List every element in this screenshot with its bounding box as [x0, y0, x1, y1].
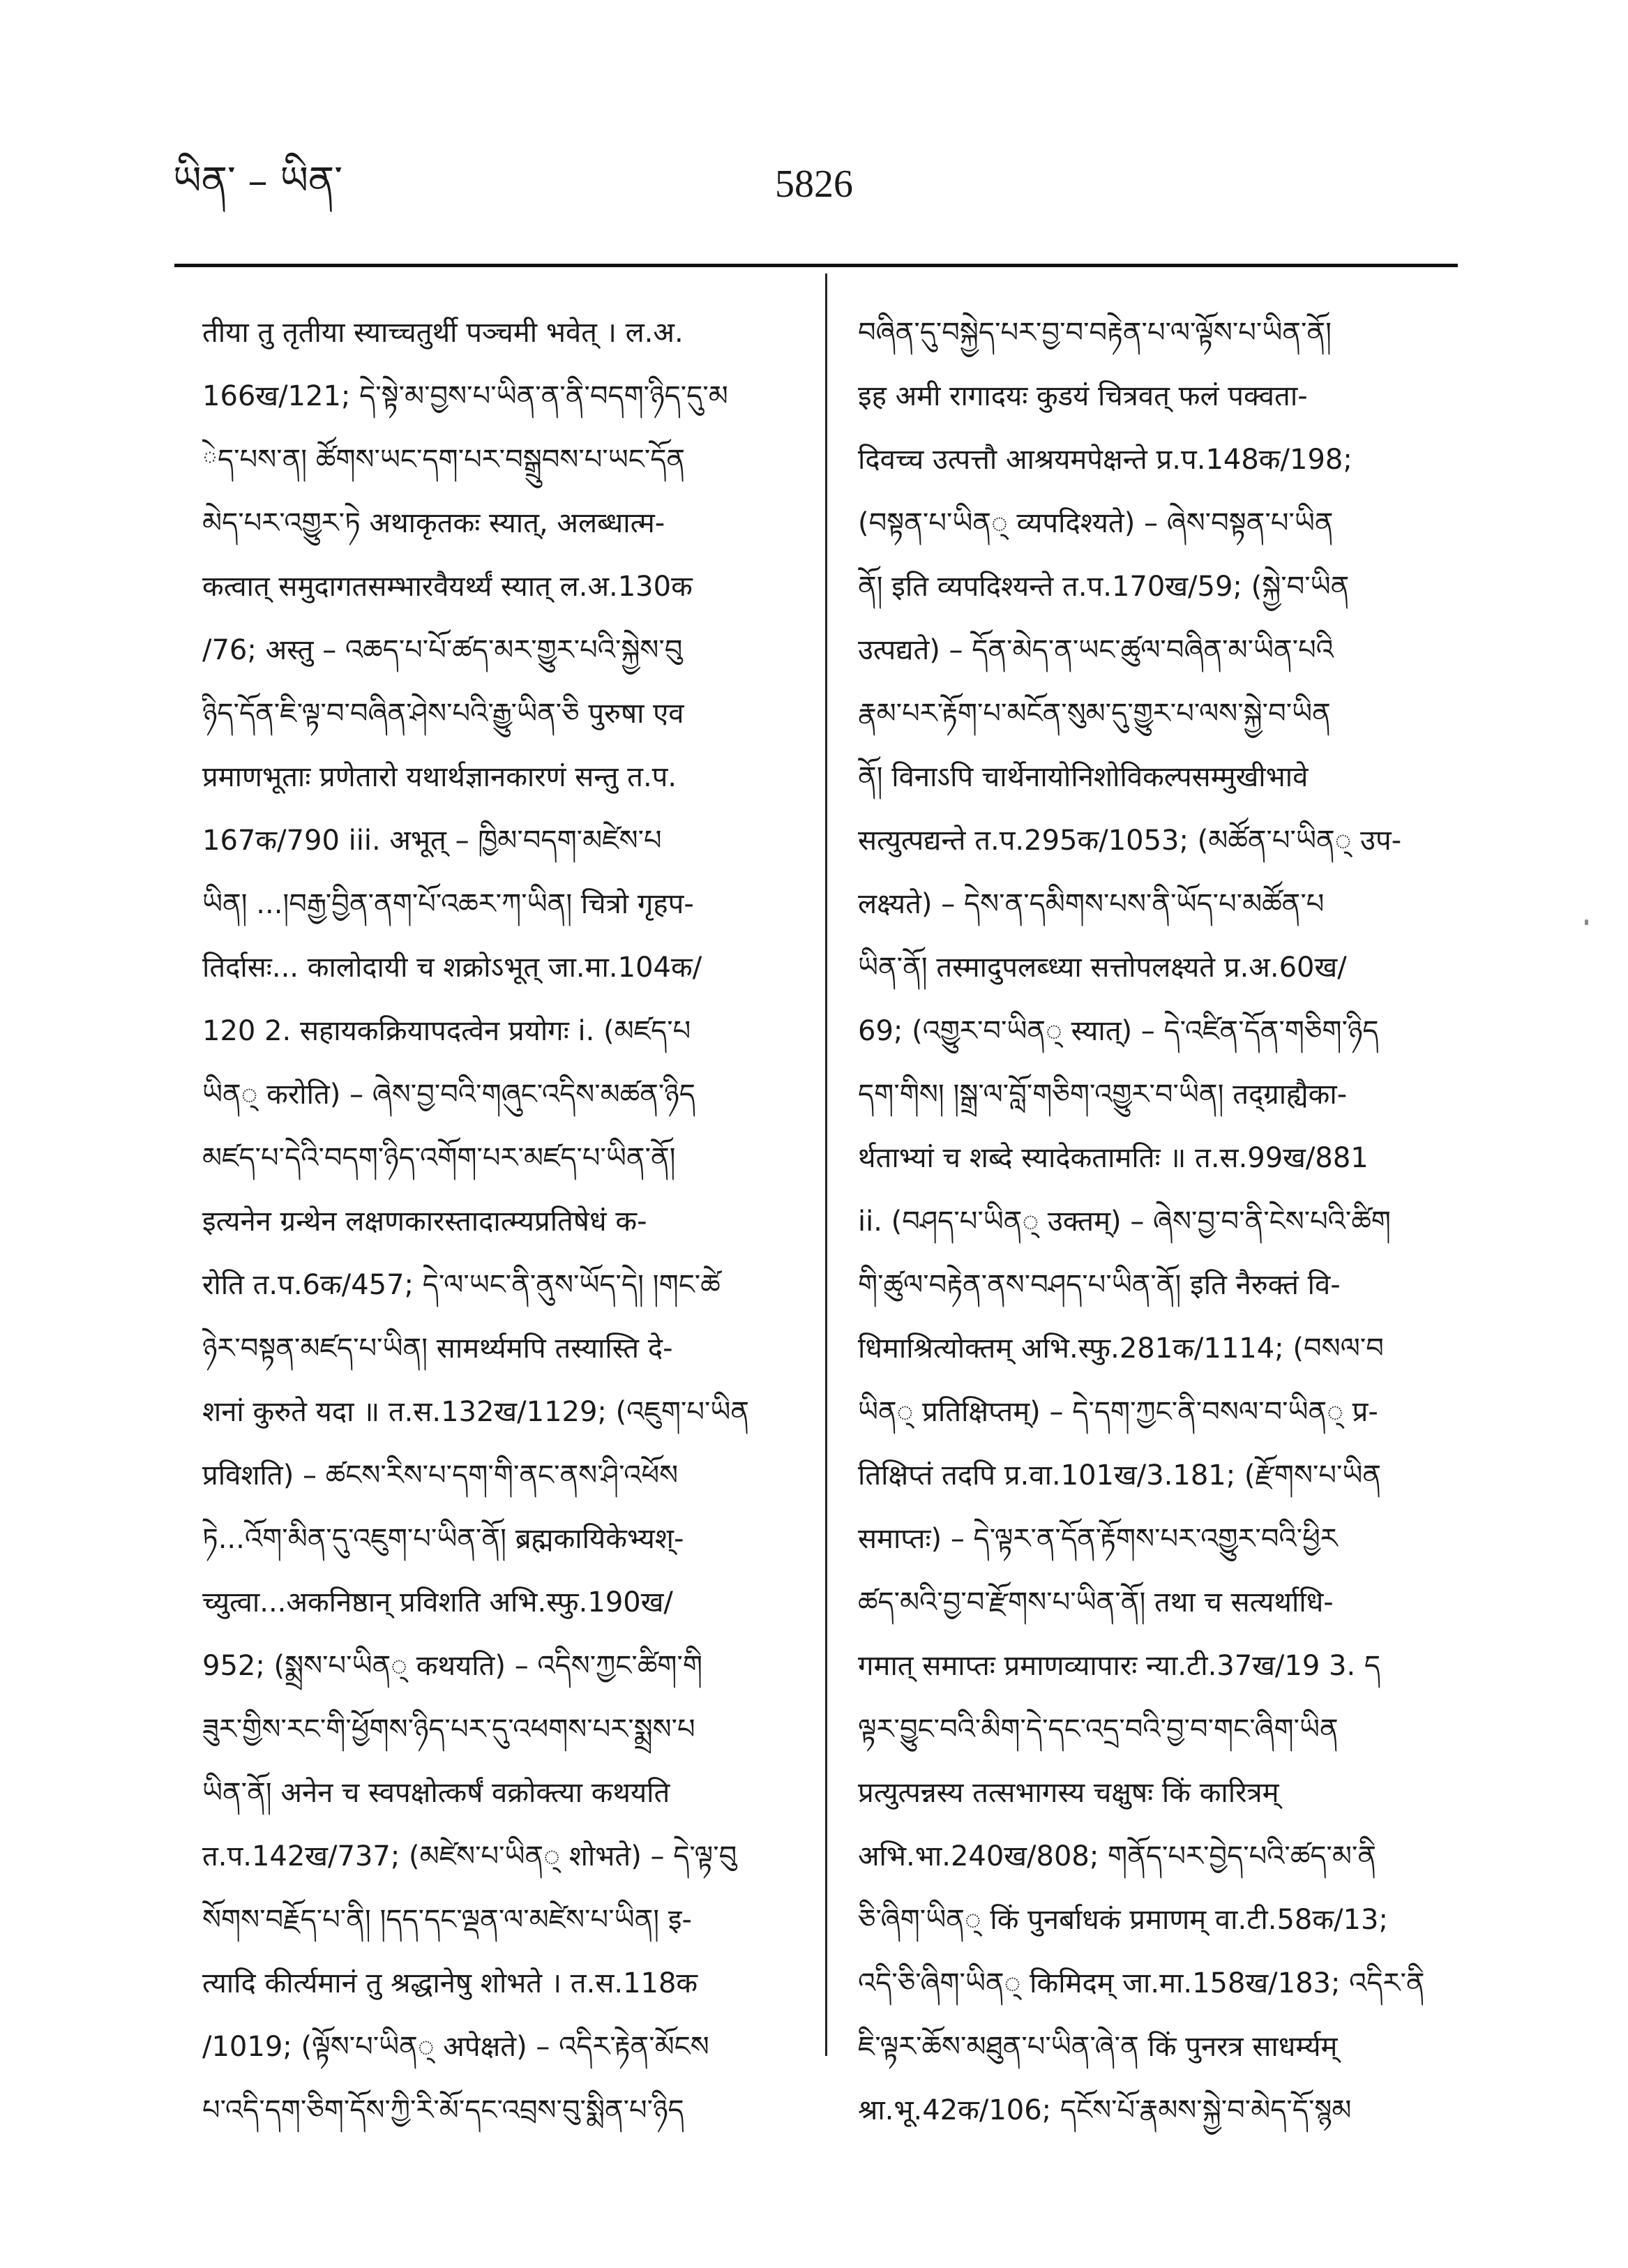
- text-line: མཛད་པ་དེའི་བདག་ཉིད་འགོག་པར་མཛད་པ་ཡིན་ནོ།: [202, 1142, 676, 1174]
- text-line: लक्ष्यते) – དེས་ན་དམིགས་པས་ནི་ཡོད་པ་མཚོན་པ: [858, 888, 1325, 920]
- text-line: ཡིན། ...།བརྒྱ་བྱིན་ནག་པོ་འཆར་ཀ་ཡིན། चित्रो गृहप-: [202, 888, 694, 920]
- text-line: ii. (བཤད་པ་ཡིན् उक्तम्) – ཞེས་བྱ་བ་ནི་ངེས་པའི་ཚིག: [858, 1206, 1391, 1238]
- text-line: 166ख/121; དེ་སྟེ་མ་བྱས་པ་ཡིན་ན་ནི་བདག་ཉིད་དུ་མ: [202, 380, 728, 412]
- text-line: ཟུར་གྱིས་རང་གི་ཕྱོགས་ཉིད་པར་དུ་འཕགས་པར་སྨྲས་པ: [202, 1713, 695, 1745]
- text-line: ལྟར་བྱུང་བའི་མིག་དེ་དང་འདྲ་བའི་བྱ་བ་གང་ཞིག་ཡིན: [858, 1713, 1339, 1745]
- text-line: उत्पद्यते) – དོན་མེད་ན་ཡང་ཚུལ་བཞིན་མ་ཡིན་པའི: [858, 634, 1334, 666]
- text-line: མེད་པར་འགྱུར་ཏེ अथाकृतकः स्यात्, अलब्धात्म-: [202, 507, 665, 539]
- text-line: दिवच्च उत्पत्तौ आश्रयमपेक्षन्ते प्र.प.148क/198;: [858, 444, 1352, 476]
- text-line: ེད་པས་ན། ཚོགས་ཡང་དག་པར་བསྒྲུབས་པ་ཡང་དོན: [202, 444, 686, 476]
- text-line: तिक्षिप्तं तदपि प्र.वा.101ख/3.181; (རྫོགས་པ་ཡིན: [858, 1459, 1382, 1492]
- text-line: समाप्तः) – དེ་ལྟར་ན་དོན་རྟོགས་པར་འགྱུར་བའི་ཕྱིར: [858, 1523, 1338, 1555]
- text-line: त.प.142ख/737; (མཛེས་པ་ཡིན् शोभते) – དེ་ལྟ་བུ: [202, 1840, 737, 1872]
- text-line: 120 2. सहायकक्रियापदत्वेन प्रयोगः i. (མཛད་པ: [202, 1015, 691, 1047]
- text-line: च्युत्वा...अकनिष्ठान् प्रविशति अभि.स्फु.190ख/: [202, 1586, 673, 1619]
- text-line: ཡིན་ནོ། तस्मादुपलब्ध्या सत्तोपलक्ष्यते प्र.अ.60ख/: [858, 952, 1347, 984]
- text-line: कत्वात् समुदागतसम्भारवैयर्थ्यं स्यात् ल.अ.130क: [202, 571, 693, 603]
- text-line: (བསྟན་པ་ཡིན् व्यपदिश्यते) – ཞེས་བསྟན་པ་ཡིན: [858, 507, 1334, 539]
- text-line: त्यादि कीर्त्यमानं तु श्रद्धानेषु शोभते । त.स.118क: [202, 1967, 698, 1999]
- text-line: अभि.भा.240ख/808; གནོད་པར་བྱེད་པའི་ཚད་མ་ནི: [858, 1840, 1377, 1872]
- text-line: तिर्दासः... कालोदायी च शक्रोऽभूत् जा.मा.104क/: [202, 952, 702, 984]
- text-line: གི་ཚུལ་བརྟེན་ནས་བཤད་པ་ཡིན་ནོ། इति नैरुक्तं वि-: [858, 1269, 1341, 1301]
- page-number: 5826: [775, 163, 853, 206]
- text-line: ཏེ...འོག་མིན་དུ་འཇུག་པ་ཡིན་ནོ། ब्रह्मकायिकेभ्यश्-: [202, 1523, 684, 1555]
- text-line: བཞིན་དུ་བསྐྱེད་པར་བྱ་བ་བརྟེན་པ་ལ་ལྟོས་པ་ཡིན་ནོ།: [858, 317, 1332, 349]
- text-line: ཡིན་ནོ། अनेन च स्वपक्षोत्कर्षं वक्रोक्त्या कथयति: [202, 1777, 670, 1809]
- column-divider: [825, 273, 827, 2056]
- text-line: ཉེར་བསྟན་མཛད་པ་ཡིན། सामर्थ्यमपि तस्यास्ति दे-: [202, 1332, 673, 1365]
- text-line: དག་གིས། །སྒྲ་ལ་བློ་གཅིག་འགྱུར་བ་ཡིན། तद्ग्राह्यैका-: [858, 1079, 1348, 1111]
- text-line: इह अमी रागादयः कुडयं चित्रवत् फलं पक्वता-: [858, 380, 1308, 412]
- text-line: ཡིན् करोति) – ཞེས་བྱ་བའི་གཞུང་འདིས་མཚན་ཉིད: [202, 1079, 695, 1111]
- text-line: र्थताभ्यां च शब्दे स्यादेकतामतिः ॥ त.स.99ख/881: [858, 1142, 1369, 1174]
- text-line: པ་འདི་དག་ཅིག་དོས་ཀྱི་རི་མོ་དང་འབྲས་བུ་སྨིན་པ་ཉིད: [202, 2094, 684, 2126]
- text-line: 952; (སྨྲས་པ་ཡིན् कथयति) – འདིས་ཀྱང་ཚིག་གི: [202, 1650, 703, 1682]
- text-line: 69; (འགྱུར་བ་ཡིན् स्यात्) – དེ་འཛིན་དོན་གཅིག་ཉིད: [858, 1015, 1379, 1047]
- text-line: सत्युत्पद्यन्ते त.प.295क/1053; (མཚོན་པ་ཡིན् उप-: [858, 825, 1402, 857]
- text-line: ཉིད་དོན་ཇི་ལྟ་བ་བཞིན་ཤེས་པའི་རྒྱུ་ཡིན་ཅི पुरुषा एव: [202, 698, 684, 730]
- text-line: རྣམ་པར་རྟོག་པ་མངོན་སུམ་དུ་གྱུར་པ་ལས་སྐྱེ་བ་ཡིན: [858, 698, 1331, 730]
- text-line: तीया तु तृतीया स्याच्चतुर्थी पञ्चमी भवेत् । ल.अ.: [202, 317, 684, 349]
- text-line: ཇི་ལྟར་ཆོས་མཐུན་པ་ཡིན་ཞེ་ན किं पुनरत्र साधर्म्यम्: [858, 2031, 1338, 2063]
- text-line: श्रा.भू.42क/106; དངོས་པོ་རྣམས་སྐྱེ་བ་མེད་དོ་སྙམ: [858, 2094, 1352, 2126]
- text-line: ཚད་མའི་བྱ་བ་རྫོགས་པ་ཡིན་ནོ། तथा च सत्यर्थाधि-: [858, 1586, 1334, 1619]
- text-line: गमात् समाप्तः प्रमाणव्यापारः न्या.टी.37ख/19 3. ད: [858, 1650, 1381, 1682]
- text-line: ཡིན् प्रतिक्षिप्तम्) – དེ་དག་ཀྱང་ནི་བསལ་བ་ཡིན् प्र-: [858, 1396, 1378, 1428]
- text-line: སོགས་བརྗོད་པ་ནི། །དད་དང་ལྡན་ལ་མཛེས་པ་ཡིན། इ-: [202, 1904, 692, 1936]
- running-head: ཡིན་ – ཡིན་: [173, 158, 343, 204]
- text-line: 167क/790 iii. अभूत् – ཁྱིམ་བདག་མཛེས་པ: [202, 825, 662, 857]
- text-line: शनां कुरुते यदा ॥ त.स.132ख/1129; (འཇུག་པ་ཡིན: [202, 1396, 750, 1428]
- text-line: रोति त.प.6क/457; དེ་ལ་ཡང་ནི་ནུས་ཡོད་དེ། །གང་ཚེ: [202, 1269, 721, 1301]
- text-line: इत्यनेन ग्रन्थेन लक्षणकारस्तादात्म्यप्रतिषेधं क-: [202, 1206, 647, 1238]
- text-line: प्रमाणभूताः प्रणेतारो यथार्थज्ञानकारणं सन्तु त.प.: [202, 761, 677, 793]
- header-rule: [174, 264, 1458, 267]
- left-column: [202, 301, 816, 2142]
- text-line: प्रविशति) – ཚངས་རིས་པ་དག་གི་ནང་ནས་ཤི་འཕོས: [202, 1459, 679, 1492]
- text-line: /1019; (ལྟོས་པ་ཡིན् अपेक्षते) – འདིར་རྟེན་མོངས: [202, 2031, 709, 2063]
- text-line: /76; अस्तु – འཆད་པ་པོ་ཚད་མར་གྱུར་པའི་སྐྱེས་བུ: [202, 634, 683, 666]
- text-line: འདི་ཅི་ཞིག་ཡིན् किमिदम् जा.मा.158ख/183; འདིར་ནི: [858, 1967, 1425, 1999]
- text-line: ཅི་ཞིག་ཡིན् किं पुनर्बाधकं प्रमाणम् वा.टी.58क/13;: [858, 1904, 1388, 1936]
- text-line: प्रत्युत्पन्नस्य तत्सभागस्य चक्षुषः किं कारित्रम्: [858, 1777, 1279, 1809]
- stray-mark: [1585, 919, 1588, 925]
- text-line: ནོ། इति व्यपदिश्यन्ते त.प.170ख/59; (སྐྱེ་བ་ཡིན: [858, 571, 1350, 603]
- text-line: धिमाश्रित्योक्तम् अभि.स्फु.281क/1114; (བསལ་བ: [858, 1332, 1384, 1365]
- right-column: [858, 301, 1472, 2142]
- text-line: ནོ། विनाऽपि चार्थेनायोनिशोविकल्पसम्मुखीभावे: [858, 761, 1309, 793]
